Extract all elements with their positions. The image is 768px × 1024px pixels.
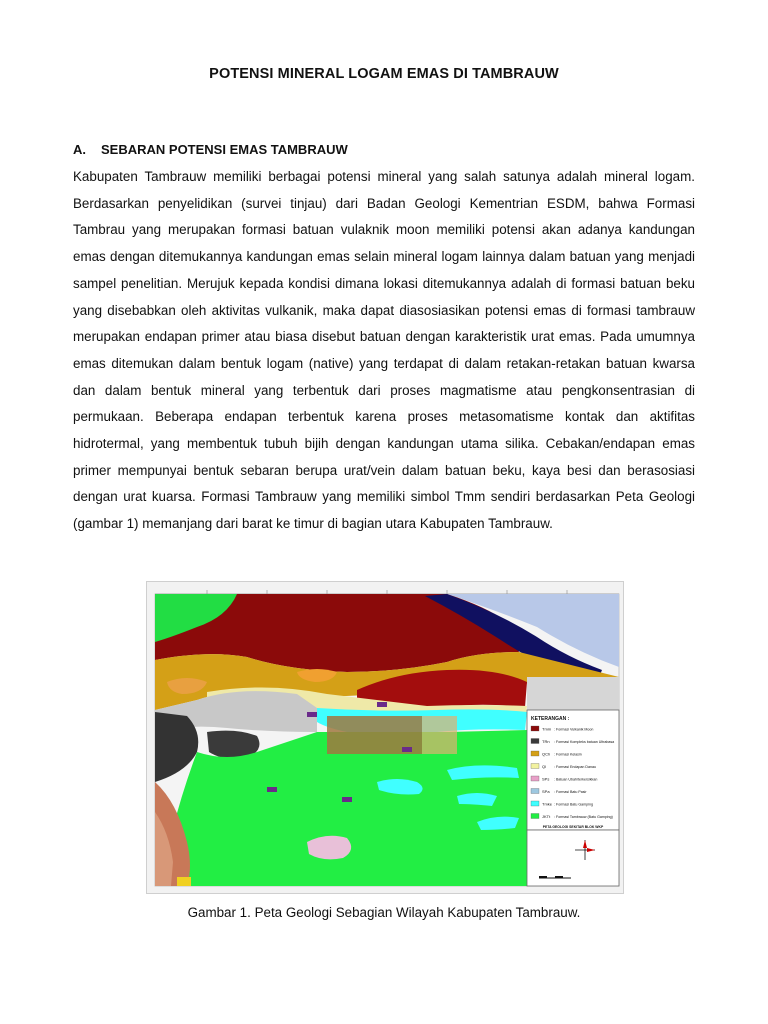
legend-code: JKTt bbox=[542, 813, 551, 819]
legend-swatch bbox=[531, 801, 539, 806]
legend-label: : Batuan Ubah/terkersikkan bbox=[554, 777, 598, 782]
legend-code: Ql bbox=[542, 763, 546, 769]
legend-label: : Formasi Tambrauw (Batu Gamping) bbox=[554, 814, 613, 819]
legend-swatch bbox=[531, 776, 539, 781]
legend-label: : Formasi Kompleks batuan Ultrabasa bbox=[554, 739, 615, 744]
legend-code: TRn bbox=[542, 738, 550, 744]
map-coordinate-ruler bbox=[155, 590, 619, 594]
legend-swatch bbox=[531, 814, 539, 819]
legend-swatch bbox=[531, 789, 539, 794]
section-heading bbox=[73, 142, 348, 157]
legend-label: : Formasi Batu Gamping bbox=[554, 802, 593, 807]
legend-code: SPa bbox=[542, 788, 550, 794]
legend-label: : Formasi Kelasin bbox=[554, 752, 582, 757]
legend-item bbox=[531, 814, 613, 819]
section-number: A. bbox=[73, 142, 86, 157]
legend-item bbox=[531, 739, 614, 744]
legend-label: : Formasi Vulkanik Moon bbox=[554, 727, 594, 732]
map-footer-title: PETA GEOLOGI SEKITAR BLOK WKP bbox=[542, 825, 604, 829]
legend-code: SPs bbox=[542, 776, 550, 782]
legend-swatch bbox=[531, 751, 539, 756]
geology-map-figure bbox=[146, 581, 624, 894]
legend-title: KETERANGAN : bbox=[531, 716, 570, 722]
page-title: POTENSI MINERAL LOGAM EMAS DI TAMBRAUW bbox=[209, 66, 559, 82]
section-heading-text: SEBARAN POTENSI EMAS TAMBRAUW bbox=[101, 142, 348, 157]
legend-item bbox=[531, 751, 582, 756]
legend-code: Tmm bbox=[542, 726, 552, 732]
figure-caption: Gambar 1. Peta Geologi Sebagian Wilayah Kabupaten Tambrauw. bbox=[187, 905, 581, 920]
legend-label: : Formasi Endapan Danau bbox=[554, 764, 596, 769]
body-paragraph: Kabupaten Tambrauw memiliki berbagai potensi mineral yang salah satunya adalah mineral logam. Berdasarkan penyelidikan (survei tinjau) dari Badan Geologi Kementrian ESDM, bahwa Formasi Tambrau yang merupakan formasi batuan vulaknik moon memiliki potensi akan adanya kandungan emas dengan ditemukannya kandungan emas selain mineral logam lainnya dalam batuan yang menjadi sampel penelitian. Merujuk kepada kondisi dimana lokasi ditemukannya adalah di formasi batuan beku yang disebabkan oleh aktivitas vulkanik, maka dapat diasosiasikan potensi emas di formasi tambrauw merupakan endapan primer atau biasa disebut batuan dengan karakteristik urat emas. Pada umumnya emas ditemukan dalam bentuk logam (native) yang terdapat di dalam retakan-retakan batuan kwarsa dan dalam bentuk mineral yang terbentuk dari proses magmatisme atau pengkonsentrasian di permukaan. Beberapa endapan terbentuk karena proses metasomatisme kontak dan aktifitas hidrotermal, yang membentuk tubuh bijih dengan kandungan utama silika. Cebakan/endapan emas primer mempunyai bentuk sebaran berupa urat/vein dalam batuan beku, kaya besi dan berasosiasi dengan urat kuarsa. Formasi Tambrauw yang memiliki simbol Tmm sendiri berdasarkan Peta Geologi (gambar 1) memanjang dari barat ke timur di bagian utara Kabupaten Tambrauw. bbox=[73, 169, 695, 532]
legend-label: : Formasi Batu Pasir bbox=[554, 789, 587, 794]
legend-code: Tmke bbox=[542, 801, 552, 807]
legend-code: QCh bbox=[542, 751, 551, 757]
legend-swatch bbox=[531, 726, 539, 731]
legend-swatch bbox=[531, 739, 539, 744]
legend-swatch bbox=[531, 764, 539, 769]
geology-map bbox=[147, 582, 625, 895]
